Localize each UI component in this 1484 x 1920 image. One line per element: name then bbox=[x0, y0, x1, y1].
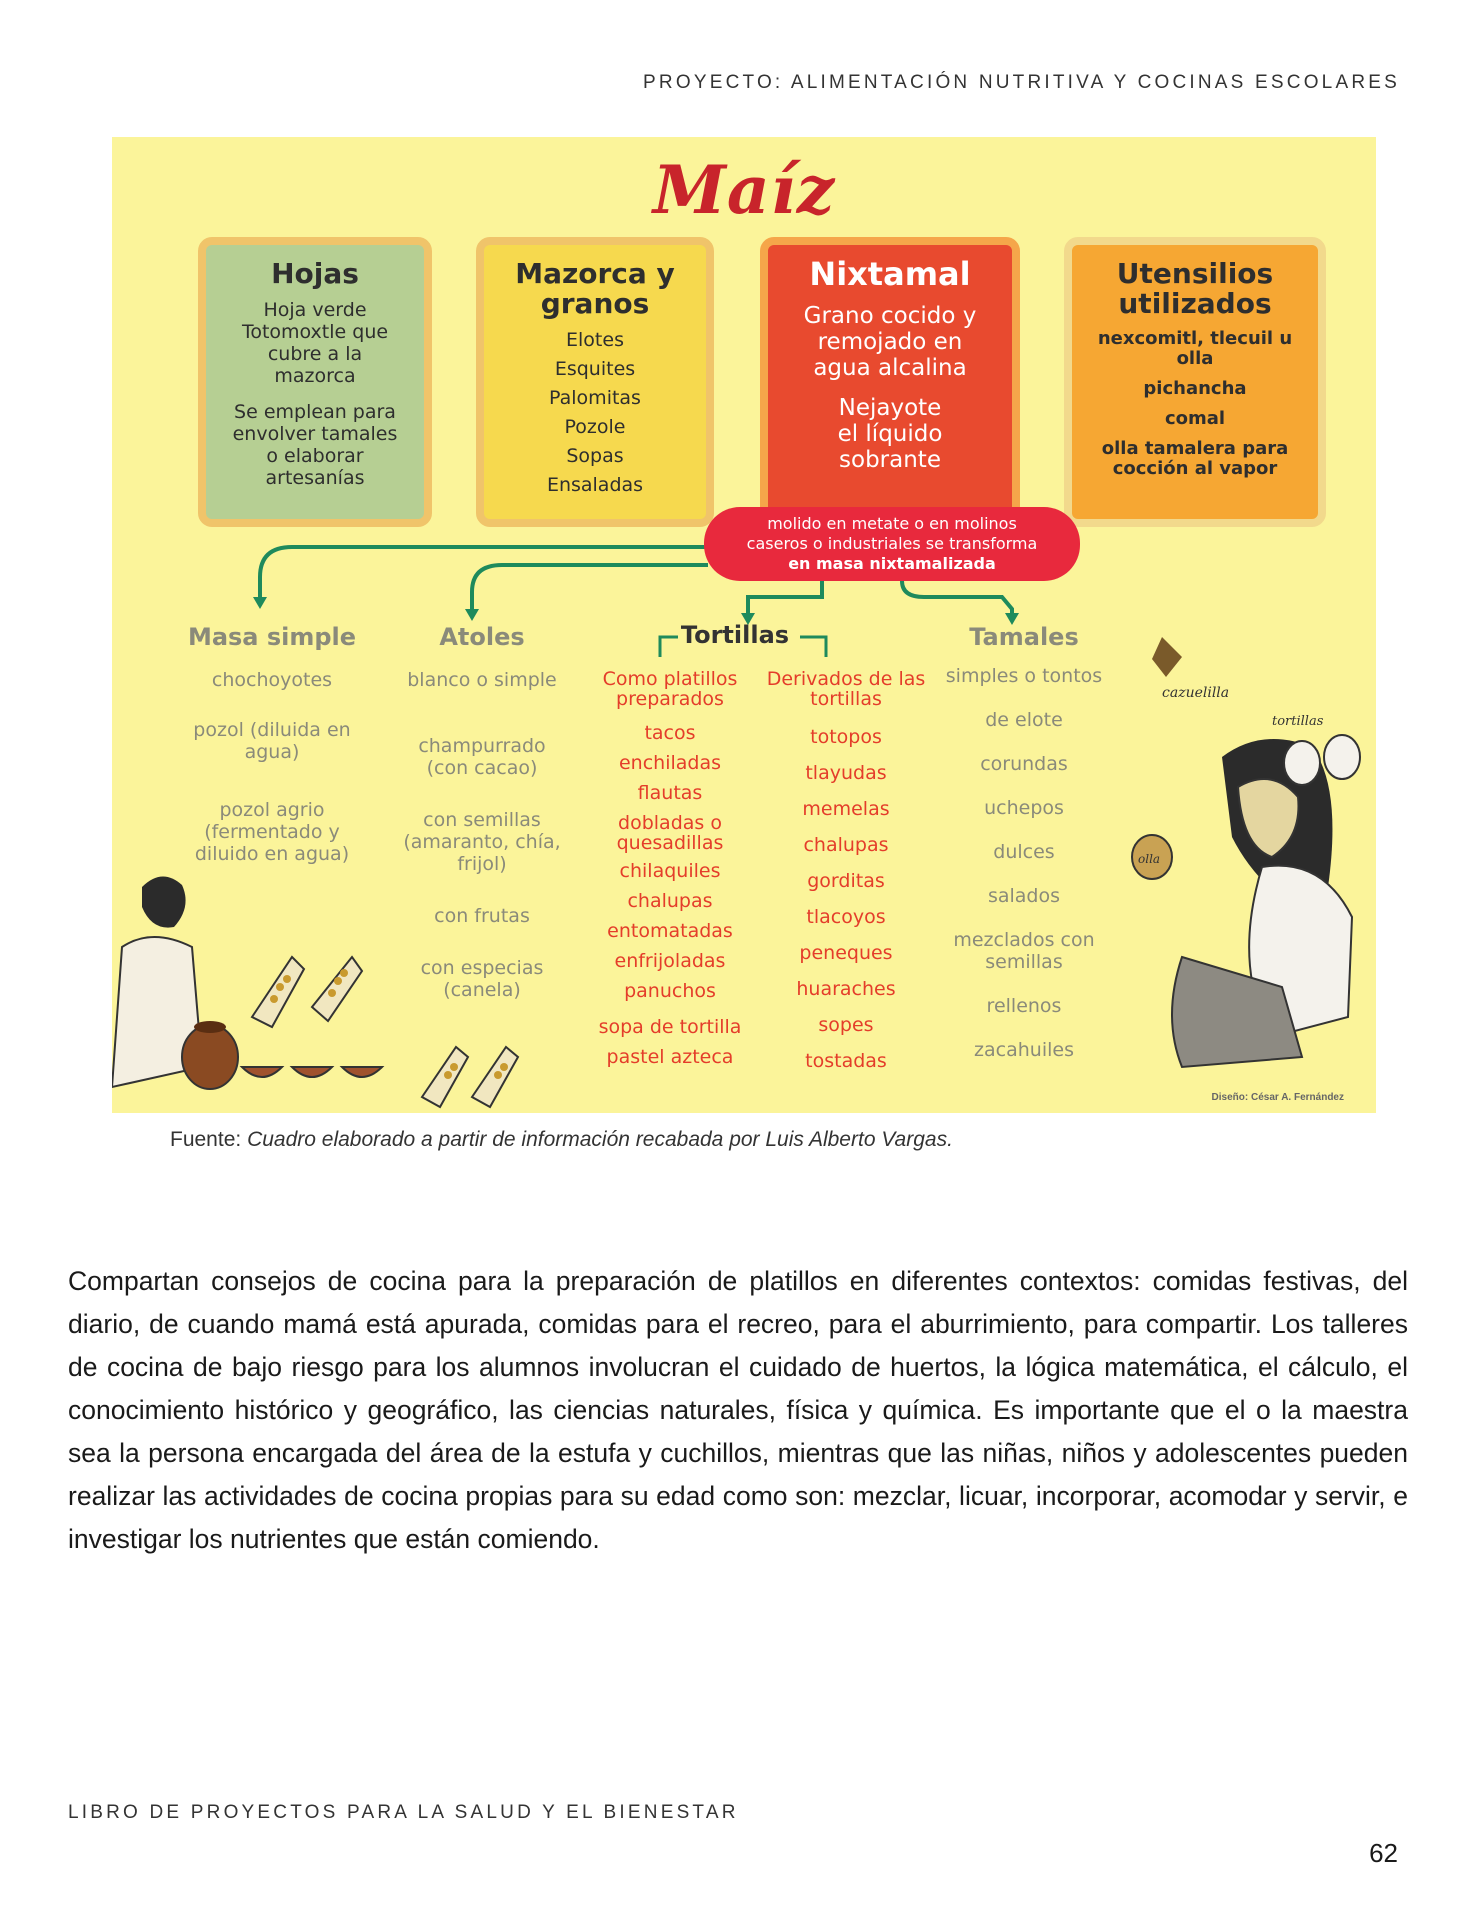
column-item: salados bbox=[987, 885, 1061, 907]
box-item: Elotes bbox=[566, 329, 624, 351]
box-item: nexcomitl, tlecuil u olla bbox=[1097, 328, 1293, 369]
box-item: Palomitas bbox=[549, 387, 641, 409]
box-item: Sopas bbox=[566, 445, 624, 467]
pill-line: caseros o industriales se transforma bbox=[746, 534, 1038, 553]
column-item: dobladas o quesadillas bbox=[616, 812, 724, 854]
column-item: sopa de tortilla bbox=[598, 1016, 742, 1038]
pill-line: en masa nixtamalizada bbox=[788, 554, 996, 573]
column-item: huaraches bbox=[796, 978, 896, 1000]
column-item: blanco o simple bbox=[407, 669, 557, 691]
box-item: Nejayote bbox=[838, 395, 942, 421]
column-title: Atoles bbox=[439, 623, 525, 651]
box-item: o elaborar bbox=[266, 445, 364, 467]
column-item: tacos bbox=[644, 722, 696, 744]
caption-label: Fuente: bbox=[170, 1128, 242, 1151]
column-item: corundas bbox=[980, 753, 1068, 775]
column-item: pozol agrio (fermentado y diluido en agua) bbox=[194, 799, 350, 865]
box-item: Grano cocido y bbox=[803, 303, 977, 329]
column-item: con frutas bbox=[434, 905, 530, 927]
box-title: Hojas bbox=[271, 257, 359, 290]
column-item: pozol (diluida en agua) bbox=[193, 719, 351, 763]
column-item: chalupas bbox=[627, 890, 713, 912]
design-credit: Diseño: César A. Fernández bbox=[1211, 1092, 1344, 1103]
column-item: con semillas (amaranto, chía, frijol) bbox=[403, 809, 561, 875]
column-item: champurrado (con cacao) bbox=[418, 735, 546, 779]
caption-text: Cuadro elaborado a partir de información recabada por Luis Alberto Vargas. bbox=[247, 1128, 953, 1151]
running-footer: LIBRO DE PROYECTOS PARA LA SALUD Y EL BIENESTAR bbox=[68, 1802, 739, 1823]
column-masa-simple bbox=[172, 623, 372, 865]
column-item: tostadas bbox=[805, 1050, 887, 1072]
box-item: pichancha bbox=[1143, 378, 1247, 399]
box-item: sobrante bbox=[839, 447, 941, 473]
column-title: Masa simple bbox=[187, 623, 357, 651]
masa-nixtamalizada-pill bbox=[704, 507, 1080, 581]
column-item: enfrijoladas bbox=[614, 950, 726, 972]
column-derivados bbox=[766, 669, 926, 1071]
corn-ears-bottom-illustration bbox=[412, 1027, 532, 1113]
corn-ears-illustration bbox=[232, 937, 392, 1097]
column-item: memelas bbox=[802, 798, 890, 820]
illustration-label: tortillas bbox=[1272, 714, 1324, 729]
figure-caption bbox=[170, 1128, 953, 1152]
column-item: pastel azteca bbox=[606, 1046, 734, 1068]
column-subtitle: Como platillos preparados bbox=[602, 668, 738, 710]
column-item: chochoyotes bbox=[211, 669, 333, 691]
illustration-label: olla bbox=[1138, 852, 1161, 866]
column-tamales bbox=[924, 623, 1124, 1061]
box-item: Ensaladas bbox=[546, 474, 644, 496]
box-item: cubre a la bbox=[267, 343, 363, 365]
column-item: totopos bbox=[810, 726, 882, 748]
illustration-label: cazuelilla bbox=[1162, 685, 1230, 701]
column-item: panuchos bbox=[624, 980, 716, 1002]
column-platillos bbox=[580, 669, 760, 1067]
column-item: simples o tontos bbox=[945, 665, 1103, 687]
box-title: Nixtamal bbox=[809, 255, 971, 293]
box-item: Esquites bbox=[554, 358, 636, 380]
box-item: artesanías bbox=[265, 467, 365, 489]
column-item: gorditas bbox=[807, 870, 885, 892]
pill-line: molido en metate o en molinos bbox=[767, 514, 1017, 533]
column-item: flautas bbox=[637, 782, 703, 804]
column-item: tlacoyos bbox=[806, 906, 886, 928]
infographic-title: Maíz bbox=[652, 151, 836, 229]
box-item: Se emplean para bbox=[234, 401, 396, 423]
box-item: olla tamalera para cocción al vapor bbox=[1101, 438, 1289, 479]
running-header: PROYECTO: ALIMENTACIÓN NUTRITIVA Y COCINAS ESCOLARES bbox=[643, 72, 1400, 93]
box-item: Hoja verde bbox=[263, 299, 367, 321]
page-number: 62 bbox=[1369, 1838, 1398, 1868]
column-item: enchiladas bbox=[618, 752, 722, 774]
column-title: Tamales bbox=[969, 623, 1079, 651]
box-item: envolver tamales bbox=[232, 423, 398, 445]
column-item: entomatadas bbox=[607, 920, 733, 942]
box-title: Utensilios utilizados bbox=[1116, 257, 1274, 320]
column-item: uchepos bbox=[984, 797, 1064, 819]
column-item: peneques bbox=[799, 942, 893, 964]
column-item: dulces bbox=[993, 841, 1055, 863]
box-item: Pozole bbox=[564, 416, 626, 438]
box-item: remojado en bbox=[817, 329, 963, 355]
column-item: chalupas bbox=[803, 834, 889, 856]
body-paragraph: Compartan consejos de cocina para la preparación de platillos en diferentes contextos: comidas festivas, del diario, de cuando mamá está apurada, comidas para el recreo, para el aburrimiento, para compartir. Los talleres de cocina de bajo riesgo para los alumnos involucran el cuidado de huertos, la lógica matemática, el cálculo, el conocimiento histórico y geográfico, las ciencias naturales, física y química. Es importante que el o la maestra sea la persona encargada del área de la estufa y cuchillos, mientras que las niñas, niños y adolescentes pueden realizar las actividades de cocina propias para su edad como son: mezclar, licuar, incorporar, acomodar y servir, e investigar los nutrientes que están comiendo. bbox=[68, 1266, 1408, 1554]
box-item: mazorca bbox=[274, 365, 356, 387]
column-item: tlayudas bbox=[805, 762, 887, 784]
woman-grinding-metate-illustration bbox=[1122, 637, 1376, 1113]
box-item: el líquido bbox=[837, 421, 943, 447]
woman-with-pot-illustration bbox=[112, 867, 242, 1113]
column-item: rellenos bbox=[986, 995, 1062, 1017]
maiz-infographic bbox=[112, 137, 1376, 1113]
column-subtitle: Derivados de las tortillas bbox=[766, 668, 926, 710]
column-atoles bbox=[382, 623, 582, 1001]
box-item: comal bbox=[1164, 408, 1226, 429]
box-item: agua alcalina bbox=[813, 355, 967, 381]
column-item: sopes bbox=[818, 1014, 874, 1036]
column-item: de elote bbox=[985, 709, 1063, 731]
column-item: chilaquiles bbox=[619, 860, 721, 882]
tortillas-title: Tortillas bbox=[680, 621, 790, 649]
column-item: con especias (canela) bbox=[420, 957, 544, 1001]
box-item: Totomoxtle que bbox=[241, 321, 389, 343]
column-item: zacahuiles bbox=[974, 1039, 1074, 1061]
column-item: mezclados con semillas bbox=[953, 929, 1095, 973]
box-title: Mazorca y granos bbox=[515, 257, 675, 320]
